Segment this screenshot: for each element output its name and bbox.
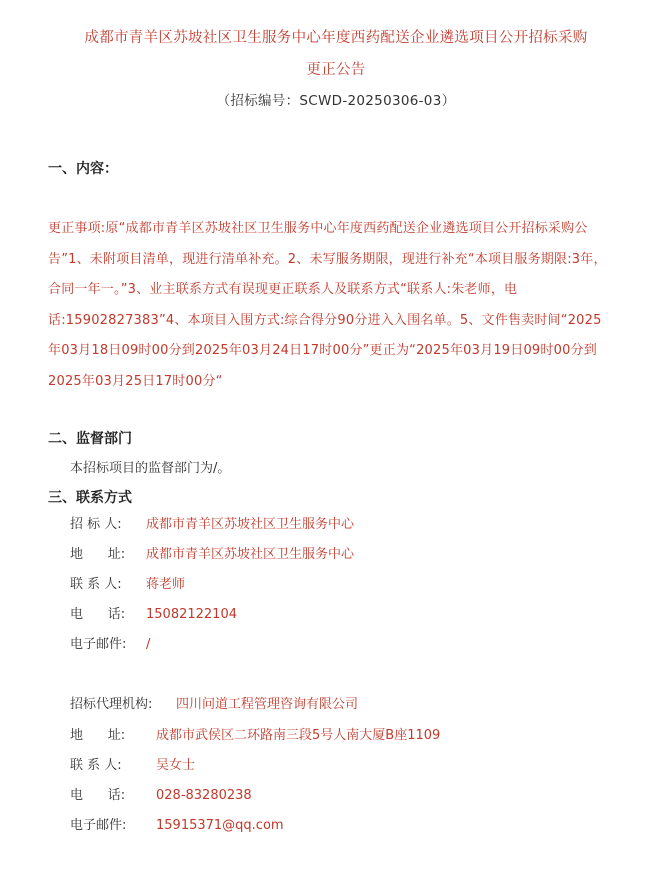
tenderer-person-label: 联 系 人: bbox=[70, 577, 122, 592]
section-heading-contact: 三、联系方式 bbox=[48, 490, 132, 506]
agency-person-value: 吴女士 bbox=[156, 758, 196, 773]
agency-person-label: 联 系 人: bbox=[70, 758, 122, 773]
agency-address-value: 成都市武侯区二环路南三段5号人南大厦B座1109 bbox=[156, 728, 441, 743]
tenderer-email-label: 电子邮件: bbox=[70, 637, 127, 652]
announcement-title: 成都市青羊区苏坡社区卫生服务中心年度西药配送企业遴选项目公开招标采购 bbox=[84, 30, 588, 46]
tenderer-phone-value: 15082122104 bbox=[146, 607, 237, 622]
agency-address-label: 地 址: bbox=[70, 728, 126, 743]
agency-email-value: 15915371@qq.com bbox=[156, 818, 284, 833]
tenderer-person-value: 蒋老师 bbox=[146, 577, 186, 592]
section-heading-supervision: 二、监督部门 bbox=[48, 431, 132, 447]
bid-number: （招标编号：SCWD-20250306-03） bbox=[216, 93, 456, 109]
tenderer-address-value: 成都市青羊区苏坡社区卫生服务中心 bbox=[146, 547, 355, 562]
agency-name-value: 四川问道工程管理咨询有限公司 bbox=[176, 697, 359, 712]
tenderer-name-value: 成都市青羊区苏坡社区卫生服务中心 bbox=[146, 517, 355, 532]
correction-details: 更正事项:原“成都市青羊区苏坡社区卫生服务中心年度西药配送企业遴选项目公开招标采购公告”1、未附项目清单，现进行清单补充。2、未写服务期限，现进行补充“本项目服务期限:3年，合同一年一。”3、业主联系方式有误现更正联系人及联系方式“联系人:朱老师，电话:15902827383”4、本项目入围方式:综合得分90分进入入围名单。5、文件售卖时间“2025年03月18日09时00分到2025年03月24日17时00分”更正为“2025年03月19日09时00分到2025年03月25日17时00分“ bbox=[48, 221, 607, 389]
agency-phone-label: 电 话: bbox=[70, 788, 126, 803]
supervision-text: 本招标项目的监督部门为/。 bbox=[70, 461, 231, 476]
tenderer-name-label: 招 标 人: bbox=[70, 517, 122, 532]
agency-email-label: 电子邮件: bbox=[70, 818, 127, 833]
tenderer-phone-label: 电 话: bbox=[70, 607, 126, 622]
section-heading-content: 一、内容： bbox=[48, 161, 118, 177]
tenderer-email-value: / bbox=[146, 637, 151, 652]
agency-name-label: 招标代理机构: bbox=[70, 697, 153, 712]
agency-phone-value: 028-83280238 bbox=[156, 788, 252, 803]
tenderer-address-label: 地 址: bbox=[70, 547, 126, 562]
announcement-subtitle: 更正公告 bbox=[306, 62, 366, 78]
